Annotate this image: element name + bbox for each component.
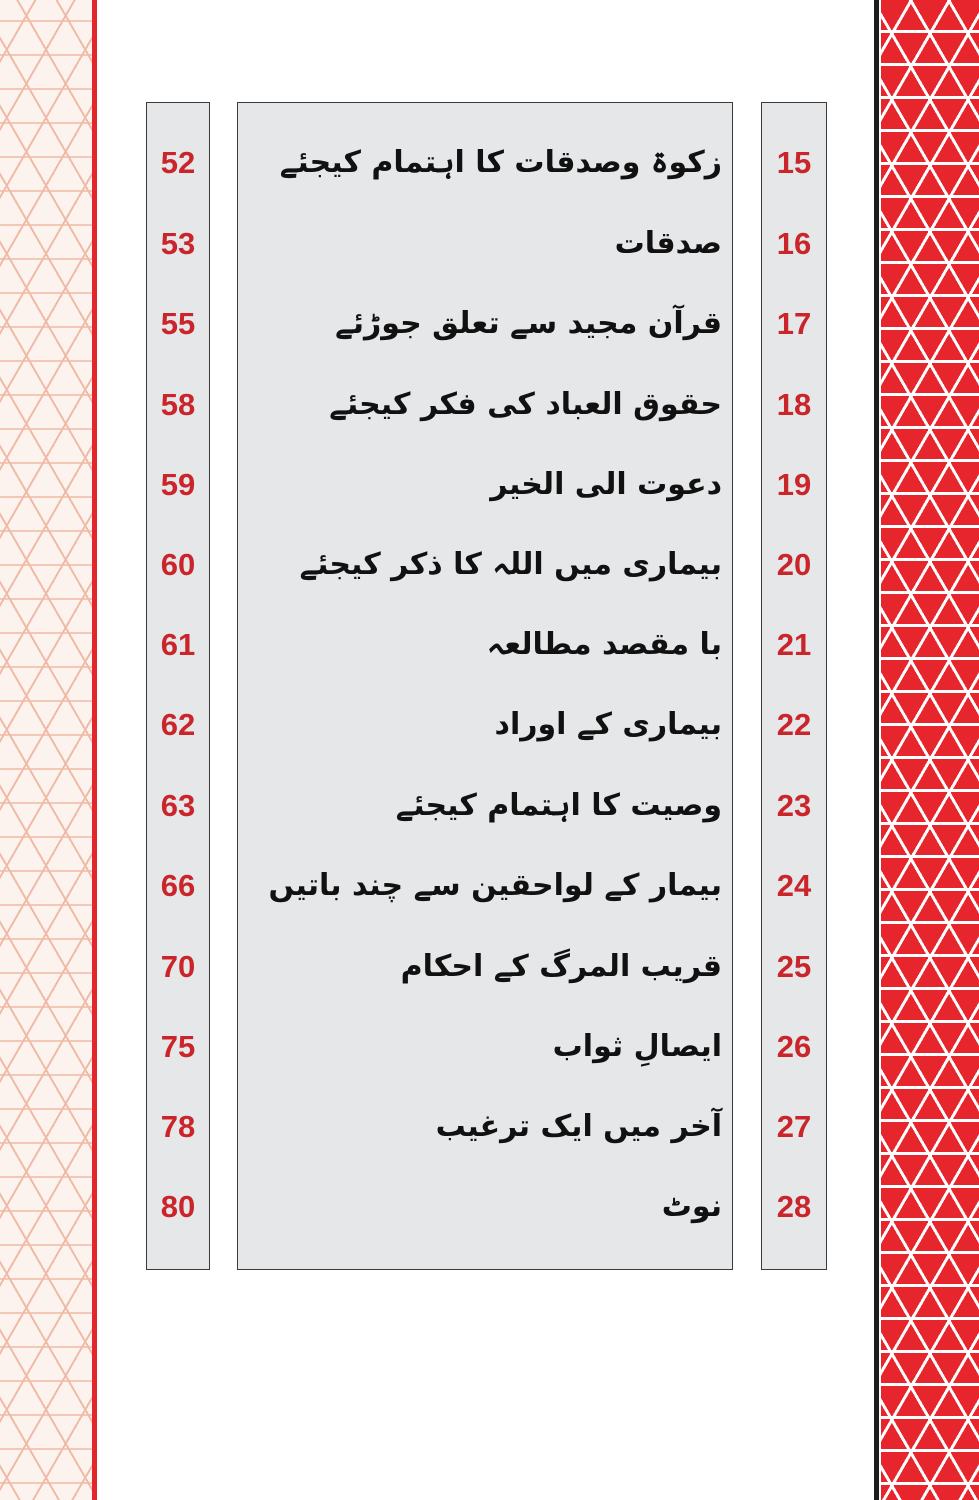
toc-serial-number: 27 (776, 1109, 812, 1144)
toc-serial-number: 20 (776, 547, 812, 582)
toc-title: آخر میں ایک ترغیب (435, 1109, 722, 1144)
toc-page-number: 61 (160, 627, 196, 662)
left-red-rule (92, 0, 97, 1500)
toc-page-number: 66 (160, 868, 196, 903)
toc-title: با مقصد مطالعہ (486, 627, 722, 662)
toc-serial-number: 16 (776, 226, 812, 261)
toc-page-number: 70 (160, 949, 196, 984)
toc-page-number: 75 (160, 1029, 196, 1064)
toc-serial-number: 19 (776, 467, 812, 502)
title-column (237, 102, 733, 1270)
serial-number-column (761, 102, 827, 1270)
toc-title: قریب المرگ کے احکام (400, 949, 722, 984)
toc-serial-number: 25 (776, 949, 812, 984)
toc-page-number: 59 (160, 467, 196, 502)
toc-serial-number: 28 (776, 1189, 812, 1224)
toc-page-number: 60 (160, 547, 196, 582)
toc-page-number: 78 (160, 1109, 196, 1144)
toc-title: دعوت الی الخیر (490, 467, 722, 502)
toc-title: حقوق العباد کی فکر کیجئے (329, 387, 722, 422)
toc-page-number: 58 (160, 387, 196, 422)
toc-page-number: 52 (160, 145, 196, 180)
right-decorative-border (881, 0, 979, 1500)
toc-title: قرآن مجید سے تعلق جوڑئے (335, 306, 722, 341)
toc-serial-number: 18 (776, 387, 812, 422)
toc-page-number: 55 (160, 306, 196, 341)
right-black-rule (874, 0, 879, 1500)
toc-title: صدقات (614, 226, 722, 261)
toc-title: ایصالِ ثواب (552, 1029, 722, 1064)
toc-page-number: 62 (160, 707, 196, 742)
toc-serial-number: 21 (776, 627, 812, 662)
toc-serial-number: 22 (776, 707, 812, 742)
toc-title: زکوۃ وصدقات کا اہتمام کیجئے (279, 145, 722, 180)
toc-title: بیماری میں اللہ کا ذکر کیجئے (299, 547, 722, 582)
toc-serial-number: 17 (776, 306, 812, 341)
toc-page-number: 80 (160, 1189, 196, 1224)
page-number-column (146, 102, 210, 1270)
toc-title: وصیت کا اہتمام کیجئے (395, 788, 722, 823)
toc-serial-number: 24 (776, 868, 812, 903)
toc-page-number: 53 (160, 226, 196, 261)
toc-title: بیمار کے لواحقین سے چند باتیں (268, 868, 722, 903)
toc-serial-number: 23 (776, 788, 812, 823)
toc-title: نوٹ (661, 1189, 722, 1224)
toc-serial-number: 26 (776, 1029, 812, 1064)
left-decorative-border (0, 0, 92, 1500)
toc-serial-number: 15 (776, 145, 812, 180)
toc-title: بیماری کے اوراد (494, 707, 722, 742)
toc-page-number: 63 (160, 788, 196, 823)
